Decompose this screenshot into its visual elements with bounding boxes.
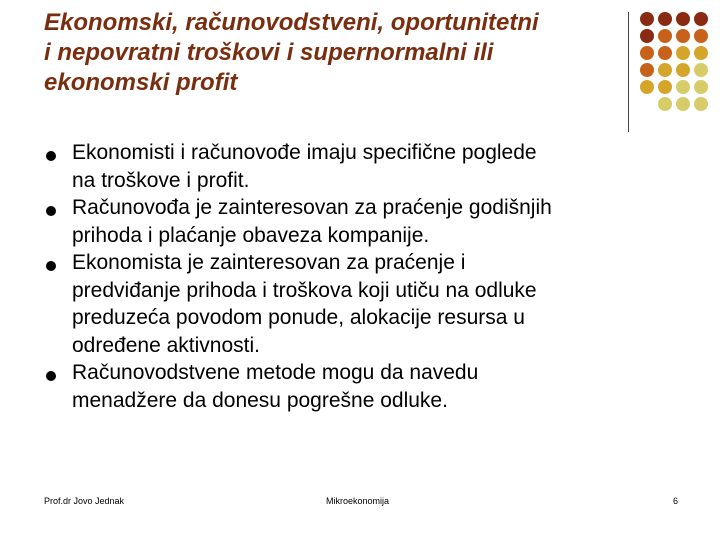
bullet-text-line: Ekonomisti i računovođe imaju specifične poglede <box>72 141 537 164</box>
decorative-dot <box>676 29 690 43</box>
footer-subject: Mikroekonomija <box>326 496 390 506</box>
bullet-icon <box>46 261 56 271</box>
decorative-dot <box>676 97 690 111</box>
decorative-dot <box>694 80 708 94</box>
page-number: 6 <box>672 496 678 506</box>
bullet-text-line: predviđanje prihoda i troškova koji utiču na odluke <box>72 278 537 302</box>
bullet-text-line: određene aktivnosti. <box>72 333 260 357</box>
slide-title <box>44 8 624 98</box>
bullet-text-line: prihoda i plaćanje obaveza kompanije. <box>72 223 430 247</box>
decorative-dot-grid <box>640 12 716 112</box>
bullet-item <box>44 194 684 249</box>
decorative-dot <box>640 29 654 43</box>
decorative-dot <box>694 29 708 43</box>
decorative-dot <box>640 80 654 94</box>
bullet-item <box>44 139 684 194</box>
bullet-text-line: menadžere da donesu pogrešne odluke. <box>72 388 448 412</box>
decorative-dot <box>658 80 672 94</box>
bullet-item <box>44 359 684 414</box>
footer-author: Prof.dr Jovo Jednak <box>44 496 125 506</box>
decorative-dot <box>694 97 708 111</box>
decorative-dot <box>676 12 690 26</box>
decorative-dot <box>640 63 654 77</box>
decorative-dot <box>658 63 672 77</box>
bullet-icon <box>46 151 56 161</box>
decorative-dot <box>640 46 654 60</box>
decorative-dot <box>658 46 672 60</box>
bullet-text-line: preduzeća povodom ponude, alokacije resursa u <box>72 306 525 329</box>
bullet-item <box>44 249 684 359</box>
bullet-text-line: Ekonomista je zainteresovan za praćenje i <box>72 251 466 274</box>
title-line: Ekonomski, računovodstveni, oportunitetni <box>44 9 539 36</box>
decorative-dot <box>658 12 672 26</box>
decorative-dot <box>658 97 672 111</box>
bullet-icon <box>46 371 56 381</box>
decorative-dot <box>694 63 708 77</box>
bullet-text-line: Računovođa je zainteresovan za praćenje godišnjih <box>72 196 552 219</box>
decorative-dot <box>676 46 690 60</box>
bullet-text-line: Računovodstvene metode mogu da navedu <box>72 361 479 384</box>
bullet-list <box>44 139 684 414</box>
divider-line <box>628 12 629 132</box>
bullet-icon <box>46 206 56 216</box>
decorative-dot <box>676 63 690 77</box>
bullet-text-line: na troškove i profit. <box>72 168 250 192</box>
decorative-dot <box>694 12 708 26</box>
decorative-dot <box>676 80 690 94</box>
decorative-dot <box>640 12 654 26</box>
decorative-dot <box>694 46 708 60</box>
title-line: i nepovratni troškovi i supernormalni ili <box>44 39 494 66</box>
title-line: ekonomski profit <box>44 69 238 96</box>
decorative-dot <box>658 29 672 43</box>
